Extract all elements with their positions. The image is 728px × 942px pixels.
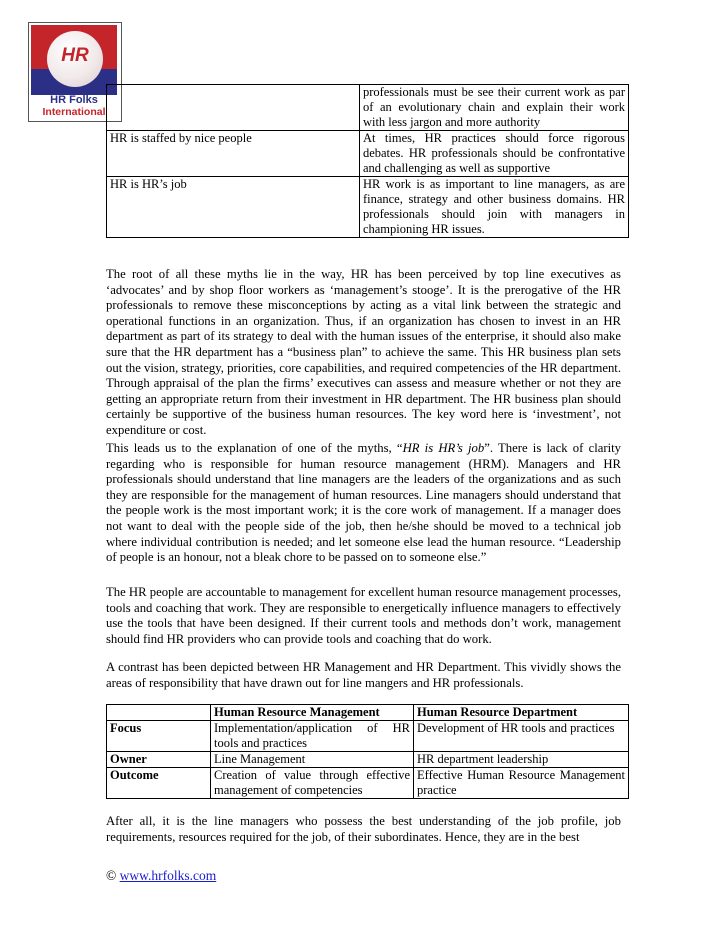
myth-cell [107,85,360,131]
header-cell-empty [107,705,211,721]
copyright-symbol: © [106,868,117,883]
logo-name: HR Folks [50,94,98,106]
header-cell-hrm: Human Resource Management [211,705,414,721]
paragraph-myths-root: The root of all these myths lie in the way, HR has been perceived by top line executives as ‘advocates’ and by shop floor workers as ‘management’s stooge’. It is the prerogative of the HR professionals to remove these misconceptions by acting as a vital link between the strategic and operational functions in an organization. Thus, if an organization has chosen to invest in an HR department as part of its strategy to deal with the human issues of the enterprise, it should also make sure that the HR department has a “business plan” to achieve the same. This HR business plan sets out the vision, strategy, priorities, core capabilities, and required competencies of the HR department. Through appraisal of the plan the firms’ executives can assess and measure whether or not they are getting an appropriate return from their investment in HR department. The HR business plan should certainly be supportive of the business human resources. The key word here is ‘investment’, not expenditure or cost. [106,267,621,437]
logo-ball-icon [47,31,103,87]
logo-subtitle: International [42,106,106,118]
header-cell-hrd: Human Resource Department [414,705,629,721]
hrm-cell: Creation of value through effective management of competencies [211,768,414,799]
table-row [107,768,629,799]
paragraph-hr-job [106,441,621,566]
hrm-cell: Implementation/application of HR tools and practices [211,721,414,752]
table-row [107,177,629,238]
hrd-cell: Effective Human Resource Management practice [414,768,629,799]
myth-cell: HR is staffed by nice people [107,131,360,177]
reality-cell: At times, HR practices should force rigorous debates. HR professionals should be confrontative and challenging as well as supportive [359,131,628,177]
paragraph-text: This leads us to the explanation of one of the myths, “ [106,441,403,455]
table-row [107,131,629,177]
paragraph-line-managers: After all, it is the line managers who possess the best understanding of the job profile, job requirements, resources required for the job, of their subordinates. Hence, they are in the best [106,814,621,844]
row-label: Outcome [107,768,211,799]
logo-ball-text: HR [61,45,89,66]
table-row [107,85,629,131]
myth-quote: HR is HR’s job [402,441,485,455]
paragraph-contrast: A contrast has been depicted between HR Management and HR Department. This vividly shows the areas of responsibility that have drawn out for line mangers and HR professionals. [106,660,621,690]
hrm-cell: Line Management [211,752,414,768]
logo-emblem [31,25,117,95]
footer [106,868,216,884]
myths-table [106,84,629,238]
table-row [107,721,629,752]
hrd-cell: HR department leadership [414,752,629,768]
comparison-table [106,704,629,799]
reality-cell: HR work is as important to line managers, as are finance, strategy and other business domains. HR professionals should join with managers in championing HR issues. [359,177,628,238]
paragraph-hr-accountable: The HR people are accountable to management for excellent human resource management processes, tools and coaching that work. They are responsible to energetically influence managers to effectively use the tools that have been designed. If their current tools and methods don’t work, management should find HR providers who can provide tools and coaching that do work. [106,585,621,646]
paragraph-text: ”. There is lack of clarity regarding who is responsible for human resource management (HRM). Managers and HR professionals should understand that line managers are the leaders of the organizations and as such they are responsible for the management of human resources. Line managers should understand that the people work is the most important work; it is the core work of management. If a manager does not want to deal with the people side of the job, then he/she should be moved to a technical job where individual contribution is needed; and let someone else lead the human resource. “Leadership of people is an honour, not a bleak chore to be passed on to someone else.” [106,441,621,565]
reality-cell: professionals must be see their current work as par of an evolutionary chain and explain their work with less jargon and more authority [359,85,628,131]
row-label: Owner [107,752,211,768]
myth-cell: HR is HR’s job [107,177,360,238]
row-label: Focus [107,721,211,752]
table-row [107,752,629,768]
hrd-cell: Development of HR tools and practices [414,721,629,752]
website-link[interactable]: www.hrfolks.com [119,868,217,883]
table-header-row [107,705,629,721]
